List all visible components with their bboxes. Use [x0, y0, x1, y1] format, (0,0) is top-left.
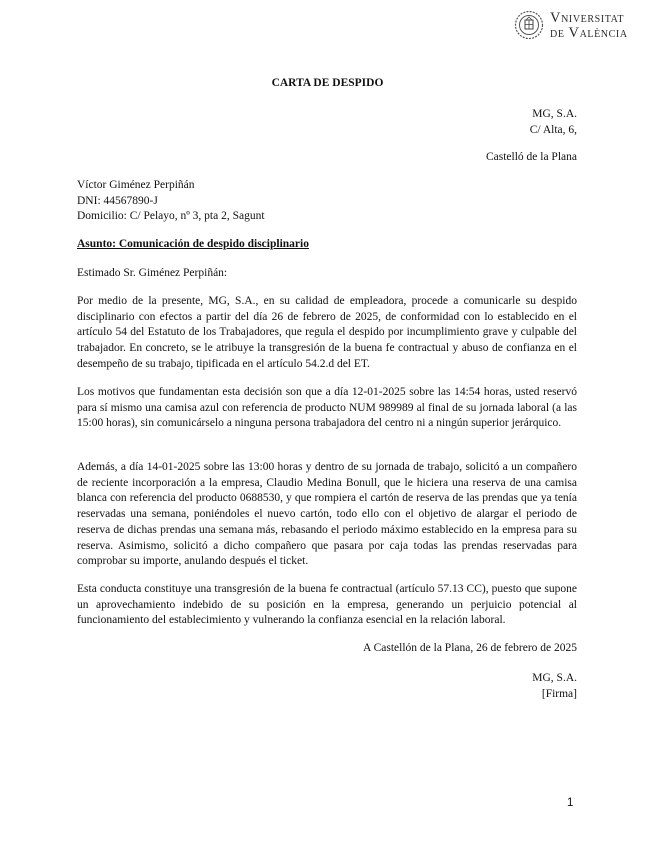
- place-date: A Castellón de la Plana, 26 de febrero de 2025: [363, 642, 577, 654]
- body-paragraph-3: Además, a día 14-01-2025 sobre las 13:00 horas y dentro de su jornada de trabajo, solicitó a un compañero de reciente incorporación a la empresa, Claudio Medina Bonull, que le hiciera una reserva de una camisa blanca con referencia del producto 0688530, y que rompiera el cartón de reserva de las prendas que ya tenía reservadas una semana, poniéndoles el nuevo cartón, todo ello con el objetivo de alargar el periodo de reserva de dichas prendas una semana más, rebasando el periodo máximo establecido en la empresa para su reserva. Asimismo, solicitó a dicho compañero que pasara por caja todas las prendas reservadas para comprobar su importe, anulando después el ticket.: [77, 461, 577, 568]
- closing-company: MG, S.A.: [532, 672, 577, 684]
- university-seal-icon: [514, 10, 544, 40]
- document-title: CARTA DE DESPIDO: [271, 77, 384, 89]
- page-number: 1: [567, 797, 574, 809]
- body-paragraph-4: Esta conducta constituye una transgresión de la buena fe contractual (artículo 57.13 CC), puesto que supone un aprovechamiento indebido de su posición en la empresa, generando un perjuicio potencial al funcionamiento del establecimiento y vulnerando la confianza esencial en la relación laboral.: [77, 583, 577, 627]
- recipient-block: [77, 178, 577, 225]
- university-name: [550, 11, 628, 41]
- sender-address: C/ Alta, 6,: [529, 123, 577, 136]
- logo-line-2: de València: [550, 25, 628, 41]
- recipient-name: Víctor Giménez Perpiñán: [77, 179, 195, 191]
- sender-block: [300, 107, 577, 138]
- salutation: Estimado Sr. Giménez Perpiñán:: [77, 267, 228, 279]
- closing-block: [300, 671, 577, 702]
- subject-line: Asunto: Comunicación de despido disciplinario: [77, 238, 309, 250]
- recipient-address: Domicilio: C/ Pelayo, nº 3, pta 2, Sagunt: [77, 210, 265, 222]
- sender-name: MG, S.A.: [532, 108, 577, 120]
- body-paragraph-1: Por medio de la presente, MG, S.A., en su calidad de empleadora, procede a comunicarle su despido disciplinario con efectos a partir del día 26 de febrero de 2025, de conformidad con lo establecido en el artículo 54 del Estatuto de los Trabajadores, que regula el despido por incumplimiento grave y culpable del trabajador. En concreto, se le atribuye la transgresión de la buena fe contractual y abuso de confianza en el desempeño de su trabajo, tipificada en el artículo 54.2.d del ET.: [77, 295, 577, 370]
- university-logo: [514, 10, 646, 44]
- recipient-dni: DNI: 44567890-J: [77, 194, 158, 207]
- sender-city: Castelló de la Plana: [485, 151, 577, 163]
- body-paragraph-2: Los motivos que fundamentan esta decisión son que a día 12-01-2025 sobre las 14:54 horas, usted reservó para sí mismo una camisa azul con referencia de producto NUM 989989 al final de su jornada laboral (a las 15:00 horas), sin comunicárselo a ninguna persona trabajadora del centro ni a ningún superior jerárquico.: [77, 386, 577, 430]
- signature-placeholder: [Firma]: [541, 687, 577, 700]
- logo-line-1: Vniversitat: [550, 10, 625, 26]
